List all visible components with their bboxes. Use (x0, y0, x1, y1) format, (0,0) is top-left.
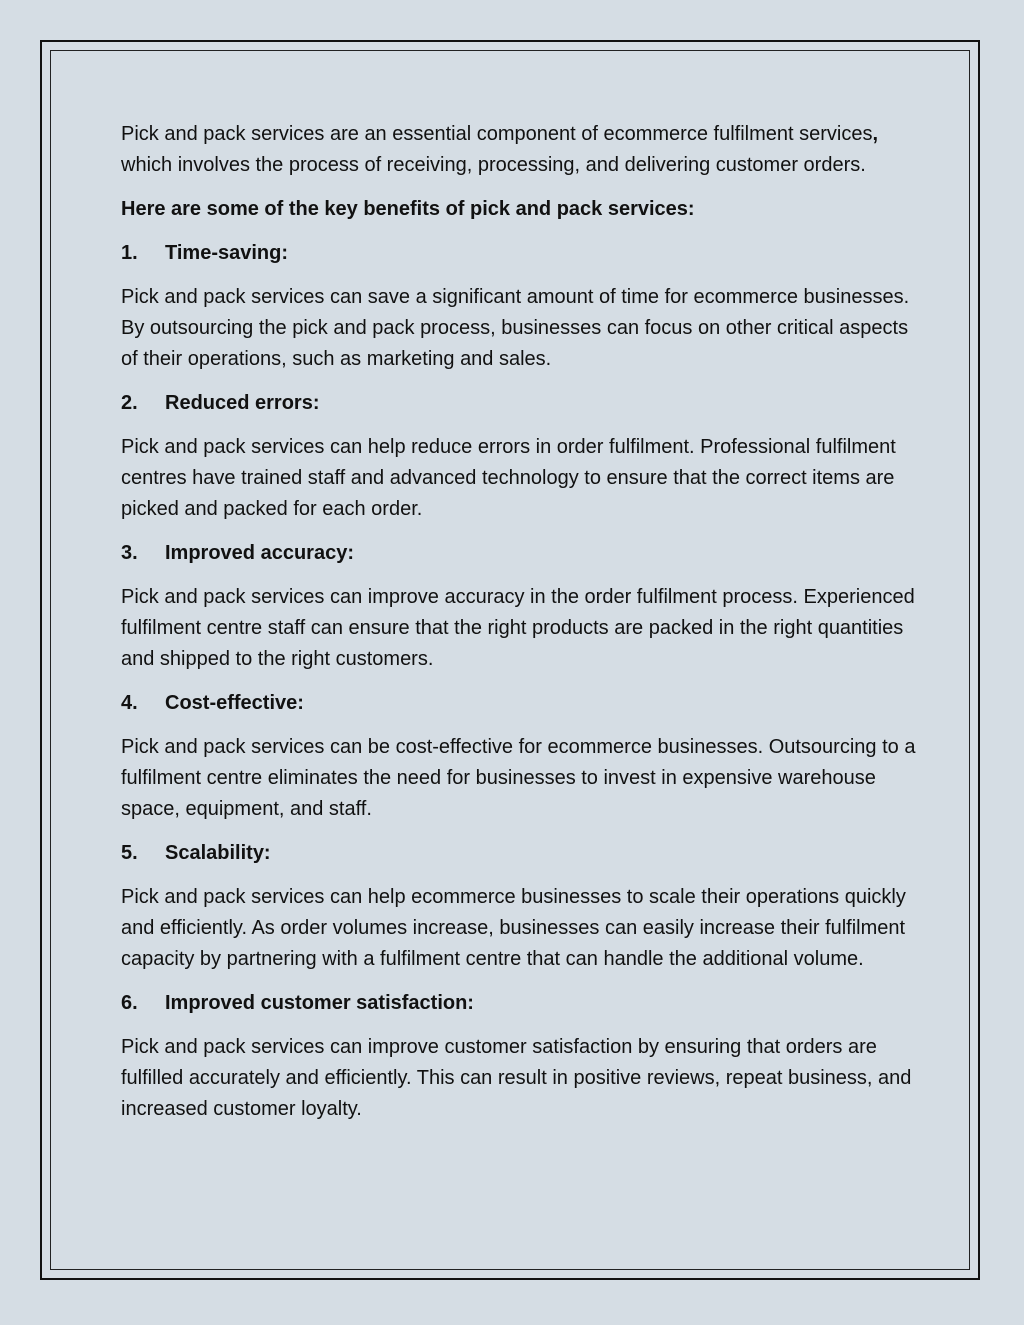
benefit-title: Scalability: (165, 842, 271, 864)
benefit-number: 6. (121, 992, 138, 1014)
benefit-heading (121, 388, 921, 419)
intro-text-after: which involves the process of receiving, processing, and delivering customer orders. (121, 154, 866, 176)
benefit-item-4 (121, 688, 921, 825)
benefit-number: 1. (121, 242, 138, 264)
benefit-description: Pick and pack services can save a significant amount of time for ecommerce businesses. By outsourcing the pick and pack process, businesses can focus on other critical aspects of their operations, such as marketing and sales. (121, 286, 910, 370)
document-body (121, 119, 921, 1138)
benefit-number: 2. (121, 392, 138, 414)
benefit-number: 5. (121, 842, 138, 864)
benefit-description: Pick and pack services can help ecommerce businesses to scale their operations quickly and efficiently. As order volumes increase, businesses can easily increase their fulfilment capacity by partnering with a fulfilment centre that can handle the additional volume. (121, 886, 906, 970)
benefit-title: Improved accuracy: (165, 542, 354, 564)
benefits-heading: Here are some of the key benefits of pick and pack services: (121, 198, 695, 220)
benefit-title: Improved customer satisfaction: (165, 992, 474, 1014)
benefit-heading (121, 238, 921, 269)
benefit-description: Pick and pack services can improve accuracy in the order fulfilment process. Experienced fulfilment centre staff can ensure that the right products are packed in the right quantities and shipped to the right customers. (121, 586, 915, 670)
benefit-description: Pick and pack services can be cost-effective for ecommerce businesses. Outsourcing to a fulfilment centre eliminates the need for businesses to invest in expensive warehouse space, equipment, and staff. (121, 736, 916, 820)
benefit-heading (121, 538, 921, 569)
benefit-title: Reduced errors: (165, 392, 320, 414)
benefit-item-3 (121, 538, 921, 675)
benefit-heading (121, 838, 921, 869)
benefit-title: Cost-effective: (165, 692, 304, 714)
benefit-heading (121, 988, 921, 1019)
intro-paragraph (121, 119, 921, 181)
benefit-number: 4. (121, 692, 138, 714)
benefit-number: 3. (121, 542, 138, 564)
benefit-description: Pick and pack services can improve customer satisfaction by ensuring that orders are fulfilled accurately and efficiently. This can result in positive reviews, repeat business, and increased customer loyalty. (121, 1036, 912, 1120)
benefit-item-6 (121, 988, 921, 1125)
benefit-item-5 (121, 838, 921, 975)
intro-text-before: Pick and pack services are an essential component of ecommerce fulfilment services (121, 123, 873, 145)
benefit-item-1 (121, 238, 921, 375)
benefit-title: Time-saving: (165, 242, 288, 264)
benefit-heading (121, 688, 921, 719)
benefit-item-2 (121, 388, 921, 525)
intro-bold-comma: , (872, 123, 879, 145)
benefit-description: Pick and pack services can help reduce errors in order fulfilment. Professional fulfilment centres have trained staff and advanced technology to ensure that the correct items are picked and packed for each order. (121, 436, 896, 520)
